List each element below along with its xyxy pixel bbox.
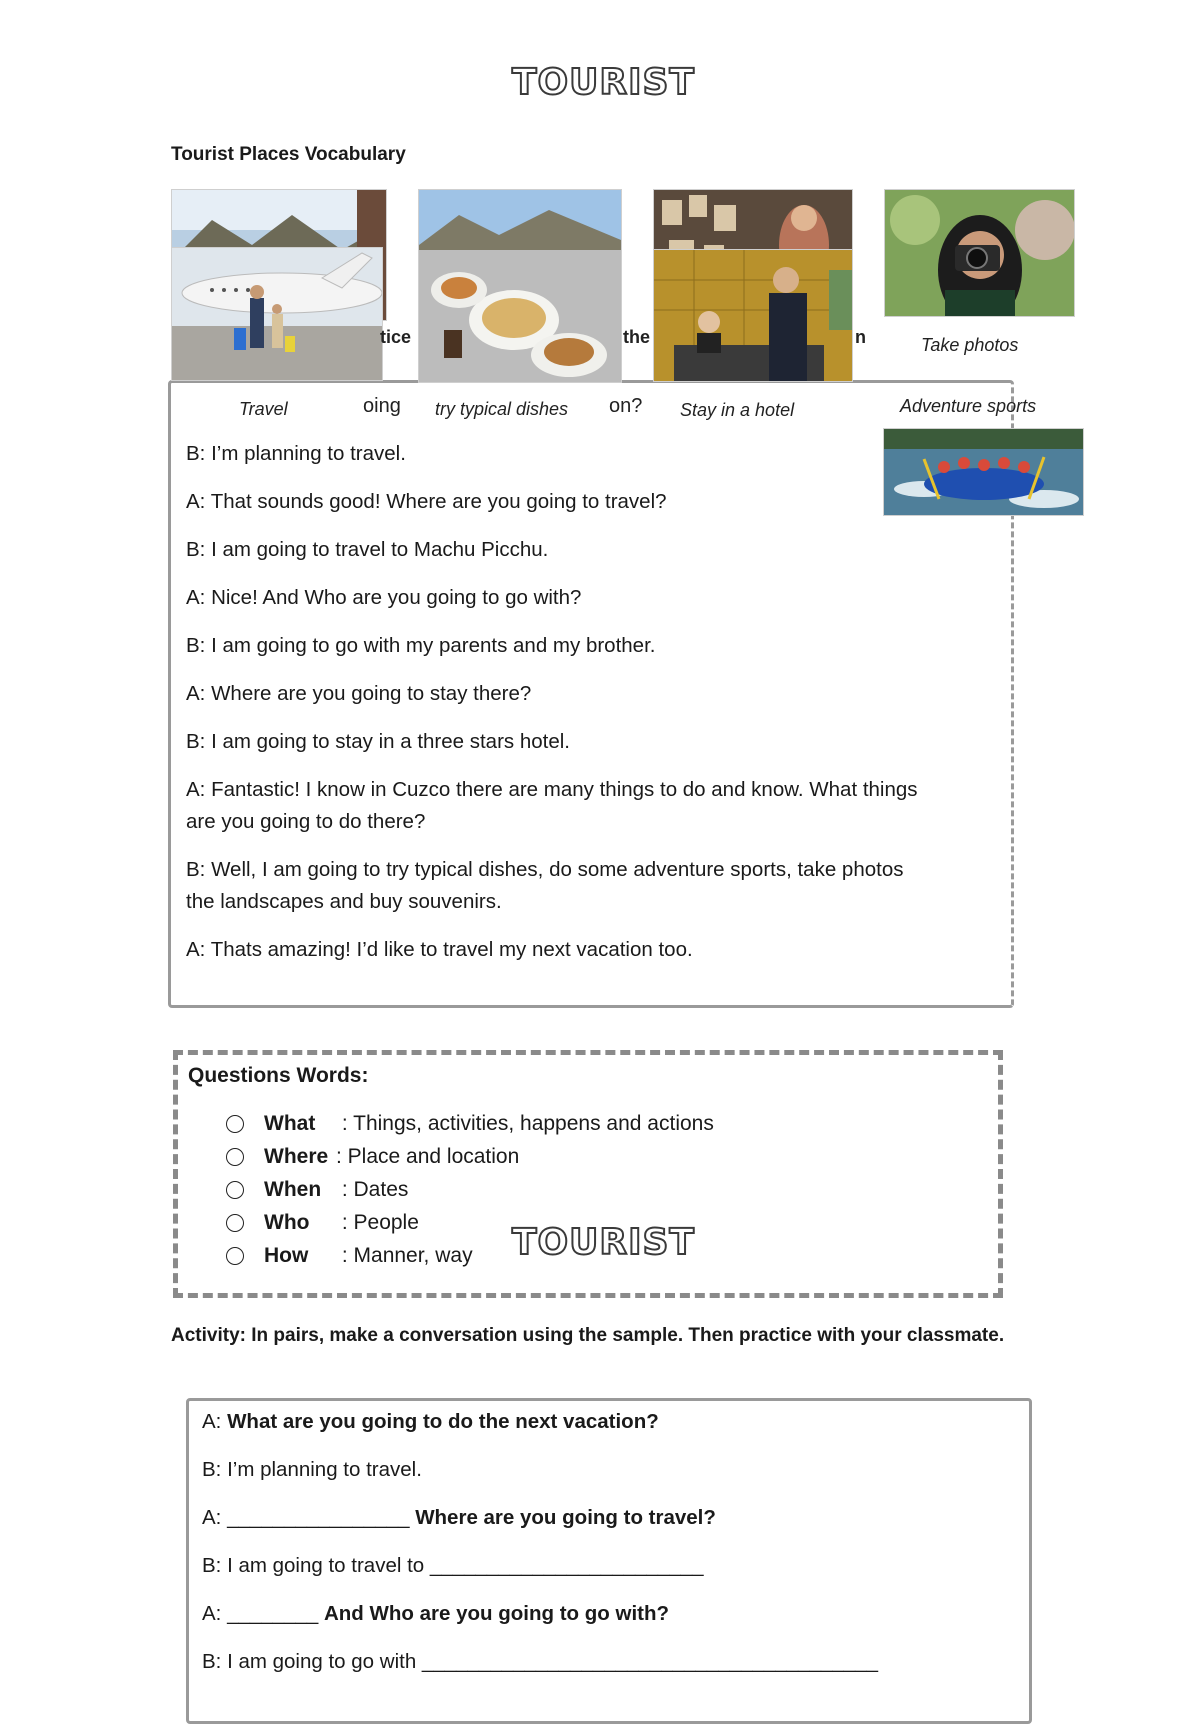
sample-line: B: I am going to stay in a three stars hotel. xyxy=(186,730,571,753)
question-word-who: Who : People xyxy=(226,1211,419,1235)
caption-dishes: try typical dishes xyxy=(435,399,569,419)
sample-line: are you going to do there? xyxy=(186,810,426,833)
rafting-photo xyxy=(883,428,1084,516)
practice-line-3[interactable]: A: ________________ Where are you going to travel? xyxy=(202,1506,716,1529)
bullet-icon xyxy=(226,1247,244,1265)
practice-line-4[interactable]: B: I am going to travel to ________________________ xyxy=(202,1554,704,1577)
sample-line: A: Fantastic! I know in Cuzco there are many things to do and know. What things xyxy=(186,778,918,801)
caption-fragment: oing xyxy=(363,395,401,417)
bullet-icon xyxy=(226,1214,244,1232)
vocabulary-heading: Tourist Places Vocabulary xyxy=(171,144,406,165)
dishes-photo xyxy=(418,189,622,383)
practice-line-2: B: I’m planning to travel. xyxy=(202,1458,422,1481)
airport-photo xyxy=(171,247,383,381)
camera-photo xyxy=(884,189,1075,317)
practice-line-6[interactable]: B: I am going to go with ________________________________________ xyxy=(202,1650,878,1673)
sample-line: A: Where are you going to stay there? xyxy=(186,682,532,705)
page-title: TOURIST xyxy=(512,62,695,103)
question-word-when: When : Dates xyxy=(226,1178,408,1202)
question-word-where: Where : Place and location xyxy=(226,1145,519,1169)
practice-line-1: A: What are you going to do the next vacation? xyxy=(202,1410,659,1433)
sample-line: B: I am going to travel to Machu Picchu. xyxy=(186,538,549,561)
hotel-photo xyxy=(653,249,853,382)
caption-hotel: Stay in a hotel xyxy=(680,400,795,420)
bullet-icon xyxy=(226,1115,244,1133)
caption-fragment: tice xyxy=(380,327,412,347)
sample-line: the landscapes and buy souvenirs. xyxy=(186,890,502,913)
caption-fragment: the xyxy=(623,327,650,347)
caption-fragment: on? xyxy=(609,395,643,417)
tourist-watermark: TOURIST xyxy=(512,1222,695,1263)
question-word-how: How : Manner, way xyxy=(226,1244,473,1268)
question-word-what: What : Things, activities, happens and actions xyxy=(226,1112,714,1136)
practice-line-5[interactable]: A: ________ And Who are you going to go with? xyxy=(202,1602,670,1625)
sample-line: A: Nice! And Who are you going to go with? xyxy=(186,586,582,609)
sample-line: B: I’m planning to travel. xyxy=(186,442,406,465)
caption-fragment: n xyxy=(855,327,866,347)
bullet-icon xyxy=(226,1148,244,1166)
sample-line: B: I am going to go with my parents and my brother. xyxy=(186,634,656,657)
sample-line: B: Well, I am going to try typical dishes, do some adventure sports, take photos xyxy=(186,858,904,881)
activity-instruction: Activity: In pairs, make a conversation using the sample. Then practice with your classmate. xyxy=(171,1325,1005,1346)
sample-line: A: That sounds good! Where are you going to travel? xyxy=(186,490,667,513)
caption-photos: Take photos xyxy=(921,335,1019,355)
caption-travel: Travel xyxy=(239,399,288,419)
caption-adventure: Adventure sports xyxy=(900,396,1037,416)
bullet-icon xyxy=(226,1181,244,1199)
question-words-heading: Questions Words: xyxy=(188,1064,369,1087)
sample-line: A: Thats amazing! I’d like to travel my next vacation too. xyxy=(186,938,693,961)
